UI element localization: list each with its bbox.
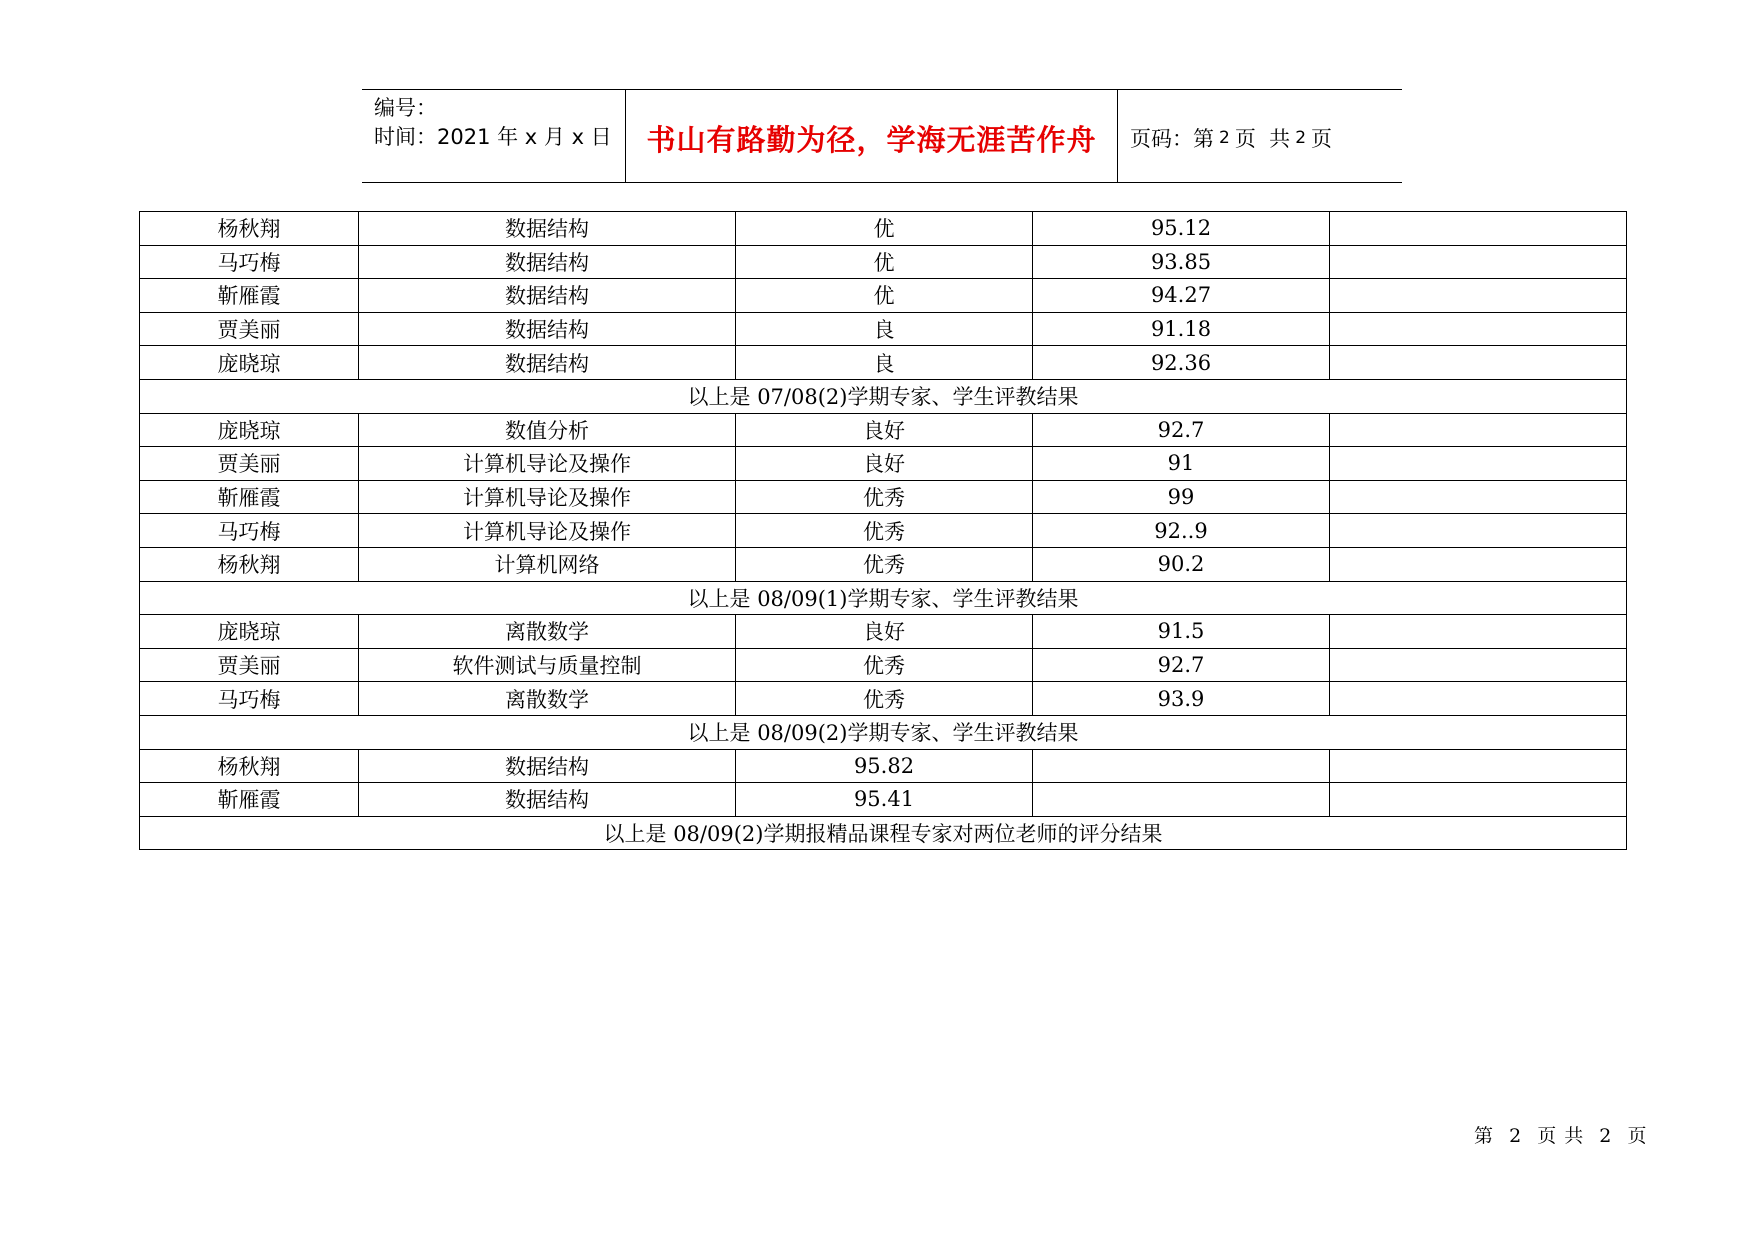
course-cell: 数值分析 — [359, 413, 736, 447]
page-current: 2 — [1219, 128, 1230, 148]
remark-cell — [1330, 480, 1627, 514]
remark-cell — [1330, 279, 1627, 313]
course-cell: 软件测试与质量控制 — [359, 648, 736, 682]
course-cell: 数据结构 — [359, 312, 736, 346]
page-footer — [1474, 1121, 1647, 1148]
remark-cell — [1330, 413, 1627, 447]
score-cell: 94.27 — [1033, 279, 1330, 313]
course-cell: 数据结构 — [359, 749, 736, 783]
course-cell: 数据结构 — [359, 346, 736, 380]
rating-cell: 优秀 — [736, 648, 1033, 682]
rating-cell: 良 — [736, 346, 1033, 380]
score-cell: 92.36 — [1033, 346, 1330, 380]
score-cell: 91.18 — [1033, 312, 1330, 346]
remark-cell — [1330, 783, 1627, 817]
teacher-cell: 杨秋翔 — [140, 547, 359, 581]
table-row — [140, 749, 1627, 783]
footer-mid: 页 共 — [1537, 1125, 1585, 1147]
table-row — [140, 783, 1627, 817]
teacher-cell: 靳雁霞 — [140, 279, 359, 313]
remark-cell — [1330, 514, 1627, 548]
teacher-cell: 贾美丽 — [140, 648, 359, 682]
summary-row — [140, 816, 1627, 850]
table-row — [140, 615, 1627, 649]
course-cell: 计算机网络 — [359, 547, 736, 581]
summary-row — [140, 715, 1627, 749]
course-cell: 数据结构 — [359, 245, 736, 279]
footer-total: 2 — [1599, 1125, 1613, 1147]
rating-cell: 优 — [736, 212, 1033, 246]
table-row — [140, 212, 1627, 246]
remark-cell — [1330, 682, 1627, 716]
remark-cell — [1330, 615, 1627, 649]
remark-cell — [1330, 547, 1627, 581]
course-cell: 数据结构 — [359, 783, 736, 817]
summary-cell: 以上是 08/09(1)学期专家、学生评教结果 — [140, 581, 1627, 615]
footer-suffix: 页 — [1627, 1125, 1648, 1147]
table-row — [140, 648, 1627, 682]
header-motto-cell — [626, 90, 1118, 182]
table-row — [140, 279, 1627, 313]
rating-cell: 良好 — [736, 447, 1033, 481]
summary-cell: 以上是 08/09(2)学期报精品课程专家对两位老师的评分结果 — [140, 816, 1627, 850]
course-cell: 数据结构 — [359, 212, 736, 246]
remark-cell — [1330, 245, 1627, 279]
remark-cell — [1330, 212, 1627, 246]
document-header — [362, 89, 1402, 183]
table-row — [140, 480, 1627, 514]
score-cell: 99 — [1033, 480, 1330, 514]
remark-cell — [1330, 447, 1627, 481]
rating-cell: 95.41 — [736, 783, 1033, 817]
score-cell: 91.5 — [1033, 615, 1330, 649]
number-label: 编号： — [374, 96, 437, 120]
summary-row — [140, 379, 1627, 413]
page-prefix: 页码：第 — [1130, 127, 1214, 151]
score-cell: 93.9 — [1033, 682, 1330, 716]
rating-cell: 优秀 — [736, 682, 1033, 716]
teacher-cell: 贾美丽 — [140, 447, 359, 481]
score-cell: 90.2 — [1033, 547, 1330, 581]
remark-cell — [1330, 648, 1627, 682]
evaluation-table — [139, 211, 1627, 850]
page-total: 2 — [1295, 128, 1307, 148]
rating-cell: 优秀 — [736, 480, 1033, 514]
course-cell: 数据结构 — [359, 279, 736, 313]
remark-cell — [1330, 749, 1627, 783]
evaluation-table-body — [140, 212, 1627, 850]
summary-cell: 以上是 07/08(2)学期专家、学生评教结果 — [140, 379, 1627, 413]
rating-cell: 优 — [736, 279, 1033, 313]
table-row — [140, 312, 1627, 346]
score-cell: 92.7 — [1033, 648, 1330, 682]
score-cell: 92.7 — [1033, 413, 1330, 447]
page-suffix: 页 — [1311, 127, 1333, 151]
score-cell — [1033, 749, 1330, 783]
table-row — [140, 547, 1627, 581]
footer-current: 2 — [1509, 1125, 1523, 1147]
course-cell: 计算机导论及操作 — [359, 514, 736, 548]
table-row — [140, 413, 1627, 447]
rating-cell: 良好 — [736, 615, 1033, 649]
teacher-cell: 庞晓琼 — [140, 346, 359, 380]
score-cell: 95.12 — [1033, 212, 1330, 246]
summary-row — [140, 581, 1627, 615]
summary-cell: 以上是 08/09(2)学期专家、学生评教结果 — [140, 715, 1627, 749]
teacher-cell: 庞晓琼 — [140, 413, 359, 447]
teacher-cell: 杨秋翔 — [140, 749, 359, 783]
rating-cell: 良好 — [736, 413, 1033, 447]
score-cell: 91 — [1033, 447, 1330, 481]
teacher-cell: 庞晓琼 — [140, 615, 359, 649]
header-info — [362, 90, 626, 182]
teacher-cell: 贾美丽 — [140, 312, 359, 346]
table-row — [140, 682, 1627, 716]
table-row — [140, 346, 1627, 380]
remark-cell — [1330, 312, 1627, 346]
table-row — [140, 245, 1627, 279]
rating-cell: 优秀 — [736, 547, 1033, 581]
remark-cell — [1330, 346, 1627, 380]
time-label: 时间：2021 年 x 月 x 日 — [374, 125, 612, 149]
score-cell: 93.85 — [1033, 245, 1330, 279]
course-cell: 计算机导论及操作 — [359, 480, 736, 514]
page-mid: 页 共 — [1234, 127, 1291, 151]
teacher-cell: 杨秋翔 — [140, 212, 359, 246]
teacher-cell: 靳雁霞 — [140, 480, 359, 514]
course-cell: 离散数学 — [359, 682, 736, 716]
score-cell: 92..9 — [1033, 514, 1330, 548]
course-cell: 离散数学 — [359, 615, 736, 649]
motto: 书山有路勤为径，学海无涯苦作舟 — [646, 122, 1097, 157]
rating-cell: 95.82 — [736, 749, 1033, 783]
course-cell: 计算机导论及操作 — [359, 447, 736, 481]
table-row — [140, 447, 1627, 481]
table-row — [140, 514, 1627, 548]
header-page-info — [1118, 90, 1402, 182]
rating-cell: 优 — [736, 245, 1033, 279]
rating-cell: 优秀 — [736, 514, 1033, 548]
teacher-cell: 马巧梅 — [140, 245, 359, 279]
footer-prefix: 第 — [1474, 1125, 1495, 1147]
rating-cell: 良 — [736, 312, 1033, 346]
teacher-cell: 马巧梅 — [140, 682, 359, 716]
teacher-cell: 靳雁霞 — [140, 783, 359, 817]
score-cell — [1033, 783, 1330, 817]
teacher-cell: 马巧梅 — [140, 514, 359, 548]
